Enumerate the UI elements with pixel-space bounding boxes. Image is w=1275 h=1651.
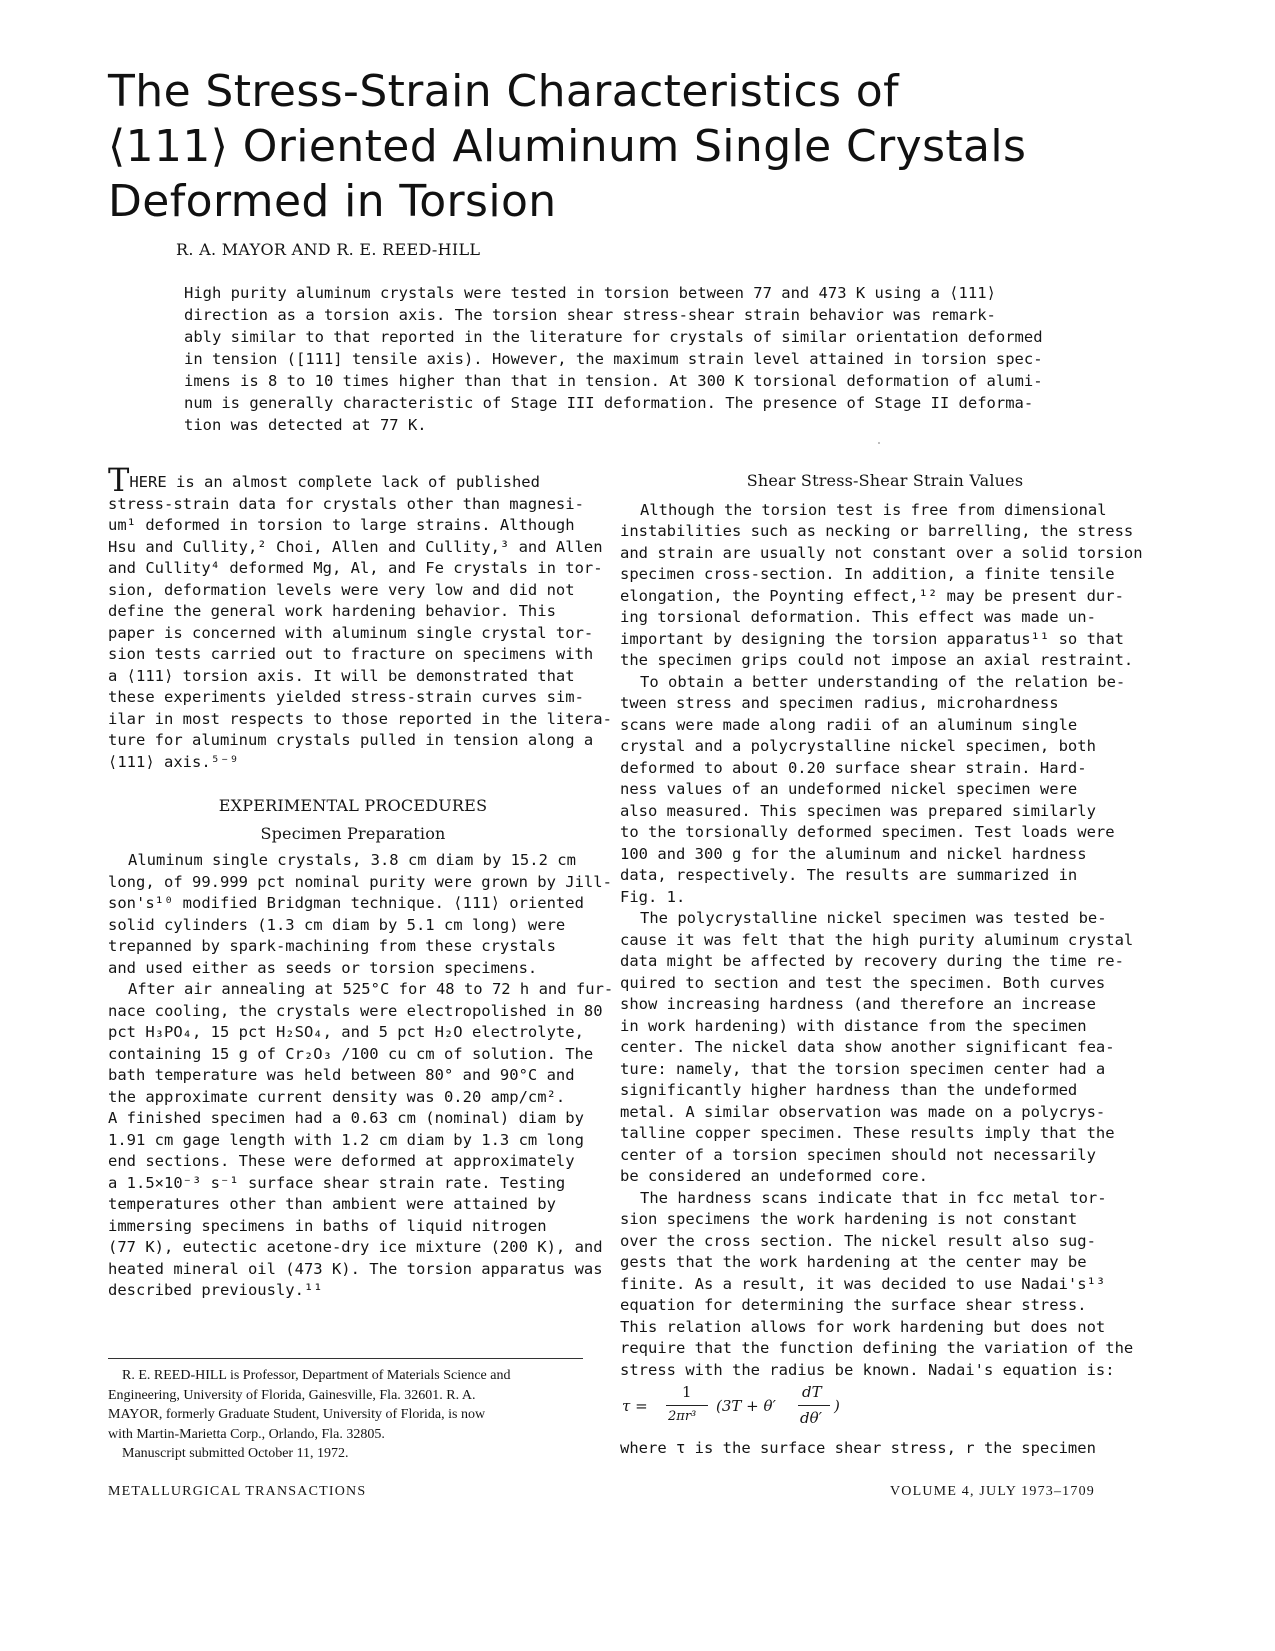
text-line: solid cylinders (1.3 cm diam by 5.1 cm long) were [108,915,566,934]
equation-derivative-bar [798,1405,830,1406]
text-line: deformed to about 0.20 surface shear strain. Hard- [620,758,1087,777]
authors: R. A. MAYOR AND R. E. REED-HILL [176,240,481,259]
text-line: and strain are usually not constant over a solid torsion [620,543,1143,562]
shear-paragraph-1 [620,500,1150,672]
text-line: show increasing hardness (and therefore an increase [620,995,1096,1013]
text-line: a ⟨111⟩ torsion axis. It will be demonstrated that [108,666,575,685]
text-line: a 1.5×10⁻³ s⁻¹ surface shear strain rate. Testing [108,1173,566,1192]
text-line: Aluminum single crystals, 3.8 cm diam by 15.2 cm [128,851,576,869]
text-line: where τ is the surface shear stress, r the specimen [620,1439,1096,1457]
text-line: Fig. 1. [620,887,686,906]
text-line: described previously.¹¹ [108,1281,323,1299]
text-line: require that the function defining the variation of the [620,1339,1134,1357]
text-line: center of a torsion specimen should not necessarily [620,1145,1096,1164]
text-line: gests that the work hardening at the center may be [620,1253,1087,1271]
abstract-line: in tension ([111] tensile axis). However, the maximum strain level attained in torsion spec- [184,350,1043,368]
text-line: the specimen grips could not impose an axial restraint. [620,651,1134,669]
text-line: cause it was felt that the high purity aluminum crystal [620,930,1134,949]
abstract-line: High purity aluminum crystals were tested in torsion between 77 and 473 K using a ⟨111⟩ [184,284,996,302]
text-line: the approximate current density was 0.20 amp/cm². [108,1087,566,1106]
text-line: specimen cross-section. In addition, a finite tensile [620,565,1115,583]
specimen-paragraph-1 [108,850,612,979]
text-line: sion, deformation levels were very low and did not [108,580,575,599]
text-line: heated mineral oil (473 K). The torsion apparatus was [108,1259,603,1278]
text-line: Hsu and Cullity,² Choi, Allen and Cullity,³ and Allen [108,537,603,556]
submission-date: Manuscript submitted October 11, 1972. [122,1446,349,1461]
subsection-heading: Specimen Preparation [260,823,446,843]
journal-name: METALLURGICAL TRANSACTIONS [108,1484,367,1499]
text-line: 1.91 cm gage length with 1.2 cm diam by 1.3 cm long [108,1130,584,1149]
text-line: significantly higher hardness than the undeformed [620,1081,1078,1099]
shear-paragraph-4 [620,1188,1150,1382]
text-line: crystal and a polycrystalline nickel specimen, both [620,737,1096,755]
equation-fraction-numerator: 1 [682,1383,692,1401]
text-line: bath temperature was held between 80° and 90°C and [108,1066,575,1084]
text-line: The hardness scans indicate that in fcc metal tor- [640,1188,1107,1207]
shear-paragraph-2 [620,672,1150,909]
abstract [184,282,1064,436]
text-line: tween stress and specimen radius, microhardness [620,694,1059,712]
text-line: (77 K), eutectic acetone-dry ice mixture (200 K), and [108,1238,603,1256]
section-heading: Shear Stress-Shear Strain Values [746,471,1024,490]
equation-fraction-denominator: 2πr³ [668,1409,697,1424]
author-footnote [108,1366,598,1464]
text-line: ture for aluminum crystals pulled in tension along a [108,731,594,749]
title-line: Deformed in Torsion [108,176,557,227]
text-line: To obtain a better understanding of the relation be- [640,672,1126,691]
text-line: A finished specimen had a 0.63 cm (nominal) diam by [108,1109,584,1127]
equation-lhs: τ = [622,1397,648,1415]
text-line: quired to section and test the specimen. Both curves [620,973,1106,992]
text-line: in work hardening) with distance from the specimen [620,1016,1087,1035]
text-line: center. The nickel data show another significant fea- [620,1038,1115,1056]
text-line: immersing specimens in baths of liquid nitrogen [108,1216,547,1235]
abstract-line: num is generally characteristic of Stage III deformation. The presence of Stage II deforma- [184,394,1034,412]
text-line: sion tests carried out to fracture on specimens with [108,645,594,663]
text-line: After air annealing at 525°C for 48 to 72 h and fur- [128,980,614,998]
text-line: data, respectively. The results are summarized in [620,866,1078,884]
abstract-line: direction as a torsion axis. The torsion shear stress-shear strain behavior was remark- [184,306,996,324]
text-line: stress with the radius be known. Nadai's equation is: [620,1360,1115,1379]
text-line: metal. A similar observation was made on a polycrys- [620,1102,1106,1121]
text-line: ing torsional deformation. This effect was made un- [620,608,1096,626]
right-column [620,470,1150,1381]
text-line: ness values of an undeformed nickel specimen were [620,780,1078,798]
text-line: paper is concerned with aluminum single crystal tor- [108,623,594,642]
equation-derivative-denominator: dθ′ [800,1409,823,1427]
text-line: these experiments yielded stress-strain curves sim- [108,688,584,706]
text-line: This relation allows for work hardening but does not [620,1317,1106,1336]
text-line: talline copper specimen. These results imply that the [620,1124,1115,1142]
equation-derivative-numerator: dT [802,1383,822,1401]
title-line: The Stress-Strain Characteristics of [108,66,900,117]
text-line: and used either as seeds or torsion specimens. [108,958,538,977]
equation-term: (3T + θ′ [716,1397,776,1415]
text-line: sion specimens the work hardening is not constant [620,1210,1078,1228]
text-line: to the torsionally deformed specimen. Test loads were [620,823,1115,841]
text-line: temperatures other than ambient were attained by [108,1195,556,1213]
footnote-line: with Martin-Marietta Corp., Orlando, Fla. 32805. [108,1426,385,1442]
text-line: end sections. These were deformed at approximately [108,1152,575,1170]
intro-first-text: HERE is an almost complete lack of published [129,473,540,491]
text-line: scans were made along radii of an aluminum single [620,715,1078,734]
volume-page: VOLUME 4, JULY 1973–1709 [890,1484,1095,1499]
equation-close-paren: ) [834,1397,840,1415]
abstract-line: tion was detected at 77 K. [184,416,427,434]
section-heading: EXPERIMENTAL PROCEDURES [218,796,488,815]
text-line: instabilities such as necking or barrelling, the stress [620,522,1134,540]
text-line: um¹ deformed in torsion to large strains. Although [108,516,575,534]
footnote-divider [108,1358,583,1359]
text-line: long, of 99.999 pct nominal purity were grown by Jill- [108,872,612,891]
title-line: ⟨111⟩ Oriented Aluminum Single Crystals [108,121,1027,172]
abstract-line: imens is 8 to 10 times higher than that in tension. At 300 K torsional deformation of alumi- [184,372,1043,390]
footnote-line: R. E. REED-HILL is Professor, Department of Materials Science and [122,1368,511,1383]
text-line: pct H₃PO₄, 15 pct H₂SO₄, and 5 pct H₂O electrolyte, [108,1023,584,1041]
text-line: ture: namely, that the torsion specimen center had a [620,1059,1106,1078]
footnote-line: Engineering, University of Florida, Gainesville, Fla. 32601. R. A. [108,1387,476,1403]
text-line: nace cooling, the crystals were electropolished in 80 [108,1001,603,1020]
left-column [108,461,614,1302]
text-line: important by designing the torsion apparatus¹¹ so that [620,629,1124,648]
text-line: ⟨111⟩ axis.⁵⁻⁹ [108,752,239,771]
text-line: over the cross section. The nickel result also sug- [620,1231,1096,1250]
intro-first-line [108,461,598,499]
text-line: data might be affected by recovery during the time re- [620,952,1124,970]
text-line: also measured. This specimen was prepared similarly [620,801,1096,820]
text-line: trepanned by spark-machining from these crystals [108,937,556,955]
text-line: equation for determining the surface shear stress. [620,1296,1087,1314]
text-line: and Cullity⁴ deformed Mg, Al, and Fe crystals in tor- [108,559,603,577]
text-line: containing 15 g of Cr₂O₃ /100 cu cm of solution. The [108,1044,594,1063]
paper-title [108,64,1108,229]
specimen-paragraph-2 [108,979,614,1302]
text-line: 100 and 300 g for the aluminum and nickel hardness [620,844,1087,863]
shear-paragraph-3 [620,908,1150,1188]
intro-paragraph [108,461,612,773]
text-line: be considered an undeformed core. [620,1167,928,1185]
text-line: define the general work hardening behavior. This [108,602,556,620]
footnote-line: MAYOR, formerly Graduate Student, University of Florida, is now [108,1407,486,1422]
text-line: Although the torsion test is free from dimensional [640,500,1107,519]
text-line: son's¹⁰ modified Bridgman technique. ⟨111⟩ oriented [108,894,584,912]
abstract-line: ably similar to that reported in the literature for crystals of similar orientation deformed [184,328,1043,346]
equation-fraction-bar [666,1405,708,1406]
text-line: The polycrystalline nickel specimen was tested be- [640,909,1107,927]
drop-cap: T [108,461,130,499]
scan-speck [878,442,880,444]
text-line: ilar in most respects to those reported in the litera- [108,709,612,728]
text-line: elongation, the Poynting effect,¹² may be present dur- [620,586,1124,605]
text-line: stress-strain data for crystals other than magnesi- [108,494,584,513]
nadai-equation [622,1383,922,1429]
text-line: finite. As a result, it was decided to use Nadai's¹³ [620,1274,1106,1293]
